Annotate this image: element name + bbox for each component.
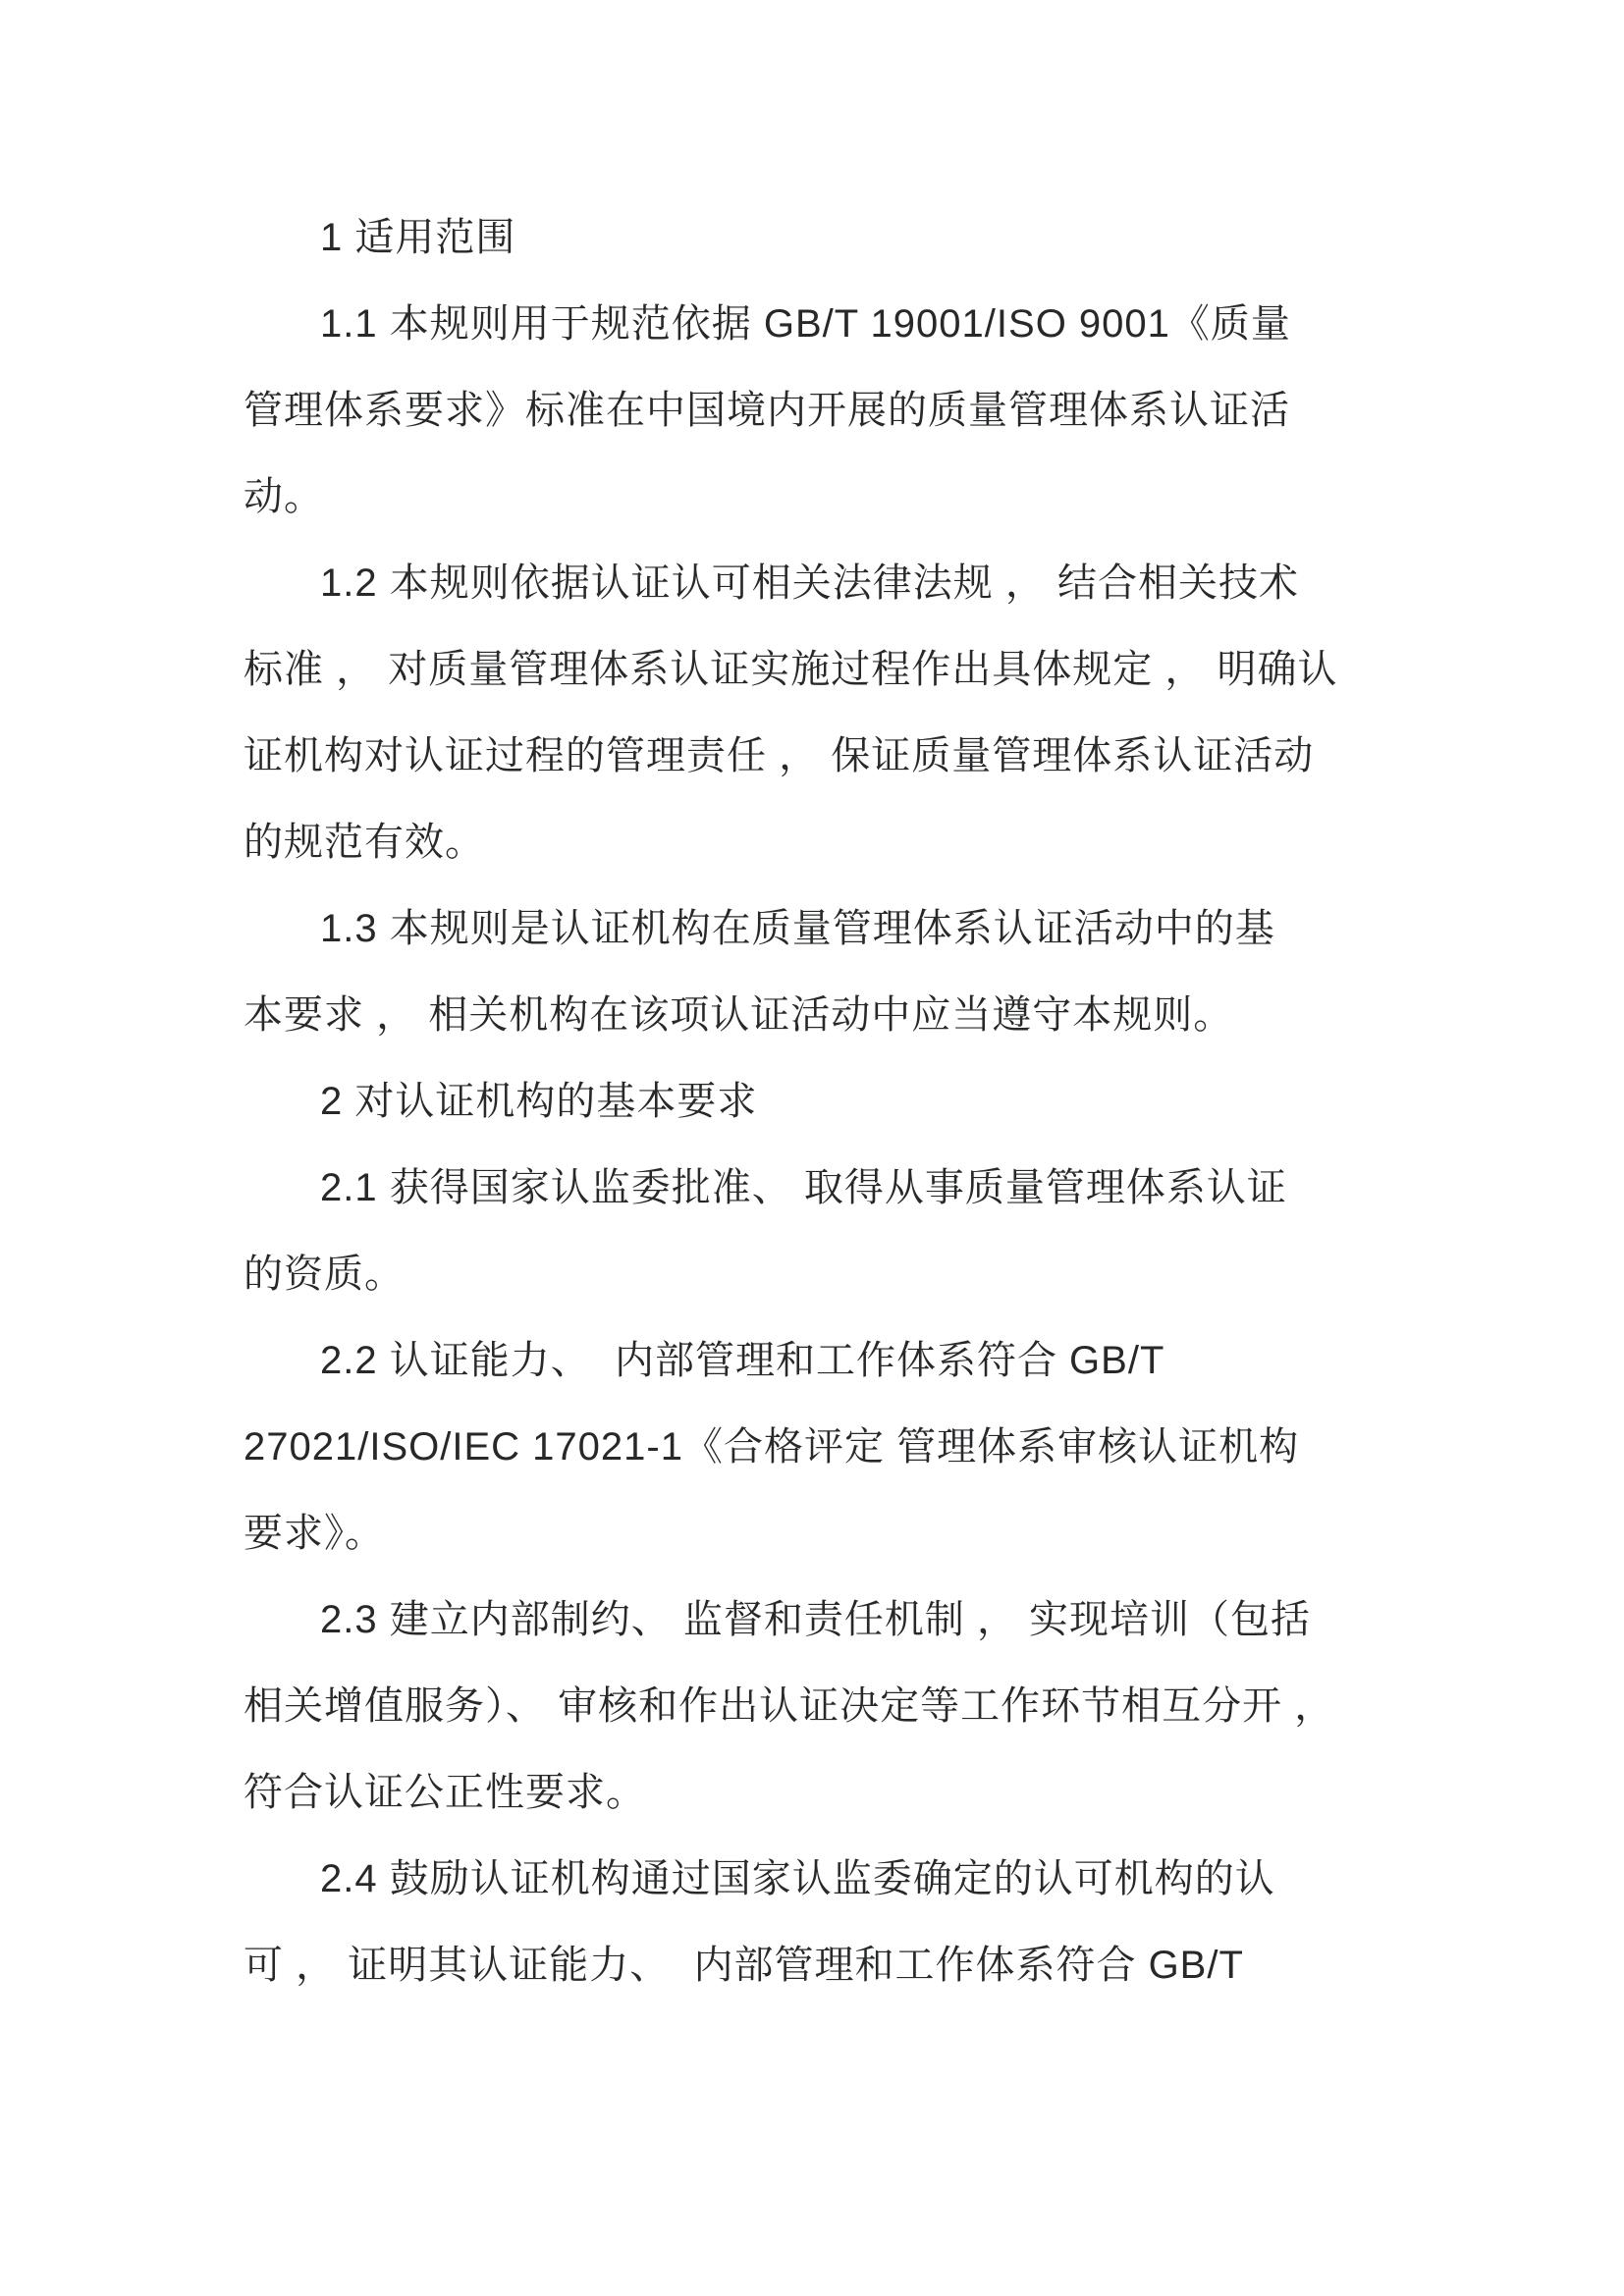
text-line: 2.4 鼓励认证机构通过国家认监委确定的认可机构的认 bbox=[320, 1857, 1275, 1900]
text-line: 相关增值服务）、 审核和作出认证决定等工作环节相互分开 ， bbox=[244, 1684, 1335, 1728]
text-line: 管理体系要求》标准在中国境内开展的质量管理体系认证活 bbox=[244, 389, 1290, 432]
text-line: 可 ， 证明其认证能力、 内部管理和工作体系符合 GB/T bbox=[244, 1944, 1244, 1987]
text-line: 27021/ISO/IEC 17021-1《合格评定 管理体系审核认证机构 bbox=[244, 1425, 1300, 1468]
text-line: 1.3 本规则是认证机构在质量管理体系认证活动中的基 bbox=[320, 907, 1275, 950]
text-line: 本要求 ， 相关机构在该项认证活动中应当遵守本规则。 bbox=[244, 993, 1234, 1037]
text-line: 1.2 本规则依据认证认可相关法律法规 ， 结合相关技术 bbox=[320, 561, 1299, 605]
text-line: 动。 bbox=[244, 475, 324, 518]
text-line: 2.2 认证能力、 内部管理和工作体系符合 GB/T bbox=[320, 1339, 1165, 1382]
text-line: 符合认证公正性要求。 bbox=[244, 1771, 646, 1814]
text-line: 1.1 本规则用于规范依据 GB/T 19001/ISO 9001《质量 bbox=[320, 302, 1291, 346]
text-line: 2 对认证机构的基本要求 bbox=[320, 1080, 758, 1123]
text-line: 2.3 建立内部制约、 监督和责任机制 ， 实现培训（包括 bbox=[320, 1598, 1312, 1641]
text-line: 的资质。 bbox=[244, 1253, 405, 1296]
text-line: 标准 ， 对质量管理体系认证实施过程作出具体规定 ， 明确认 bbox=[244, 648, 1338, 691]
text-line: 证机构对认证过程的管理责任 ， 保证质量管理体系认证活动 bbox=[244, 734, 1315, 777]
text-line: 2.1 获得国家认监委批准、 取得从事质量管理体系认证 bbox=[320, 1166, 1287, 1209]
text-line: 要求》。 bbox=[244, 1512, 385, 1555]
text-line: 1 适用范围 bbox=[320, 216, 516, 259]
text-line: 的规范有效。 bbox=[244, 821, 485, 864]
